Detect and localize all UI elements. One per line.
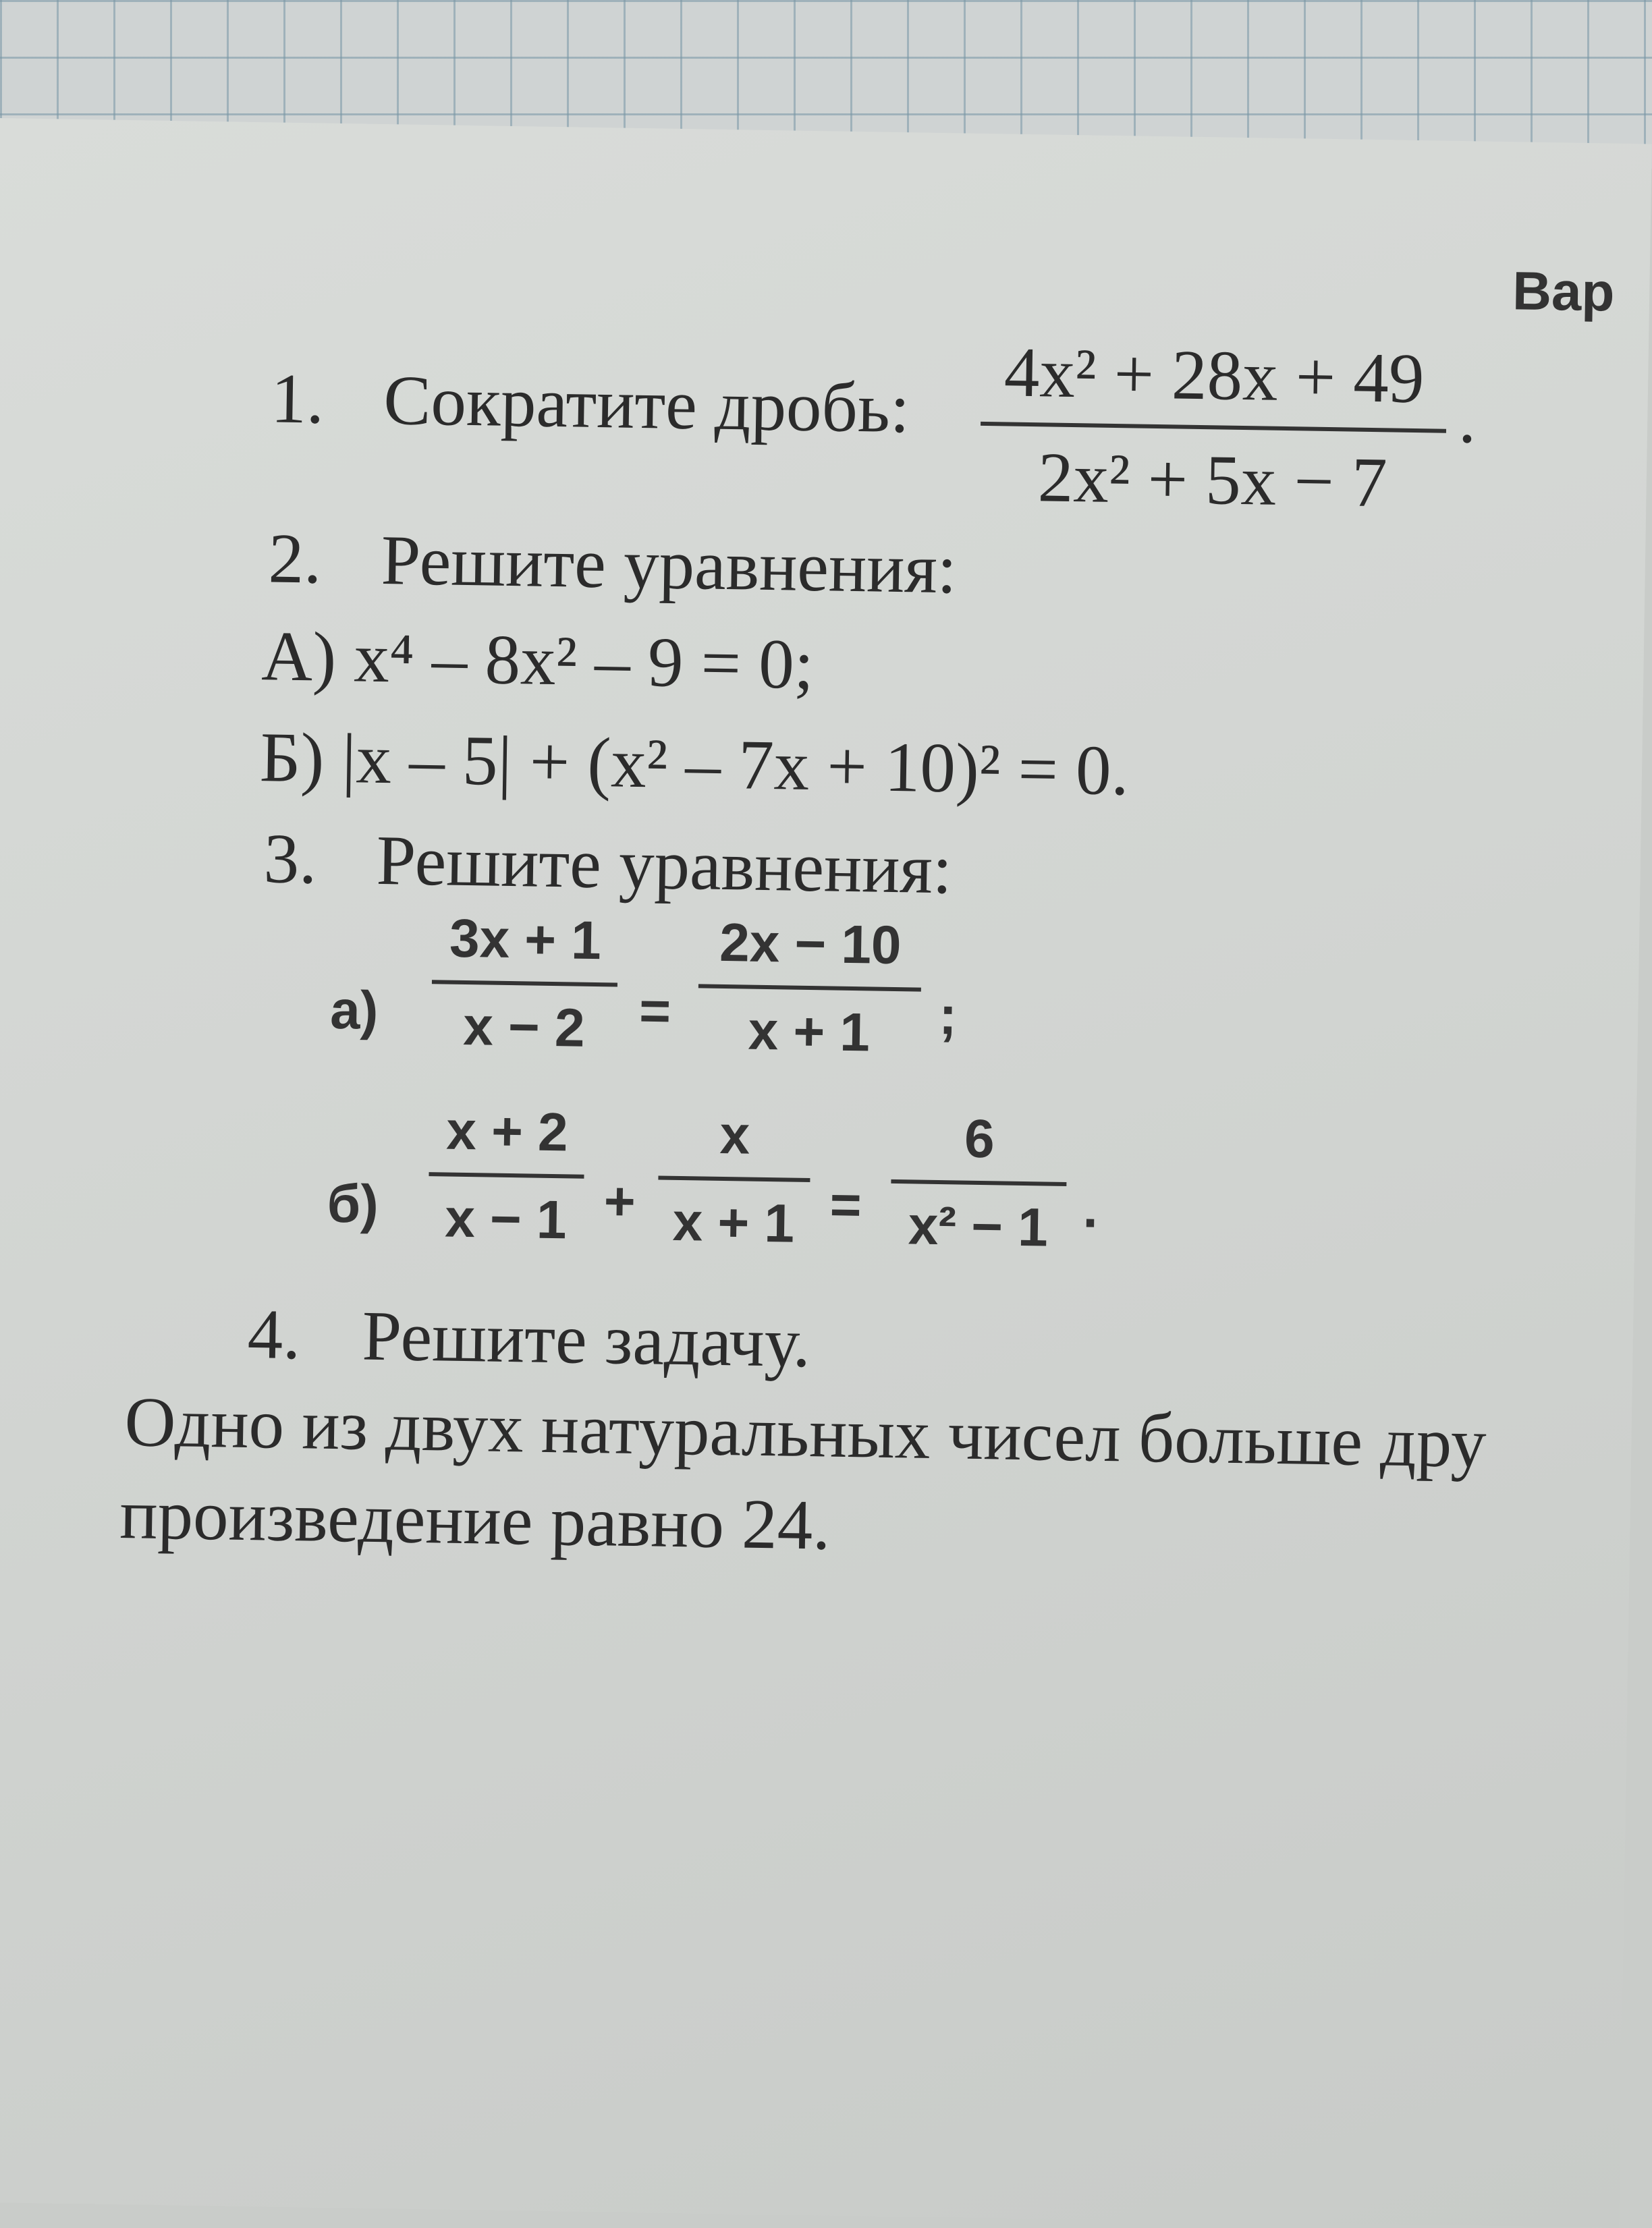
task4-number: 4. <box>246 1293 302 1374</box>
task1-text: Сократите дробь: <box>383 360 910 448</box>
task3a-fraction-2 <box>697 912 922 1063</box>
task3-number: 3. <box>263 818 318 899</box>
task1-numerator: 4x² + 28x + 49 <box>1003 332 1425 418</box>
fraction-bar <box>891 1179 1066 1186</box>
task2-number: 2. <box>267 518 323 598</box>
task3a-fraction-2-numerator: 2x − 10 <box>719 912 902 976</box>
semicolon: ; <box>938 985 958 1046</box>
task3b-fraction-1-denominator: x − 1 <box>444 1188 568 1250</box>
task1-period: . <box>1458 379 1477 458</box>
task3a-fraction-1 <box>431 908 618 1058</box>
equals-sign: = <box>638 980 671 1041</box>
task2-equation-b: Б) |x – 5| + (x² – 7x + 10)² = 0. <box>259 717 1130 810</box>
fraction-bar <box>658 1176 810 1183</box>
fraction-bar <box>429 1172 584 1179</box>
task3-text: Решите уравнения: <box>375 820 953 909</box>
task1-denominator: 2x² + 5x − 7 <box>1037 437 1388 522</box>
task4-text: Решите задачу. <box>361 1296 811 1383</box>
task3b-fraction-2-denominator: x + 1 <box>672 1191 795 1254</box>
task3b-fraction-2-numerator: x <box>719 1104 750 1165</box>
task2-equation-a: А) x⁴ – 8x² – 9 = 0; <box>260 616 815 704</box>
equals-sign: = <box>829 1174 862 1235</box>
task3b-fraction-1 <box>428 1100 585 1250</box>
task3a-label: а) <box>329 979 379 1040</box>
fraction-bar <box>432 980 617 986</box>
task3b-fraction-3-numerator: 6 <box>964 1108 995 1169</box>
plus-sign: + <box>603 1171 636 1231</box>
task1-fraction <box>979 332 1448 522</box>
task3b-fraction-1-numerator: x + 2 <box>445 1100 569 1163</box>
task3a-fraction-1-denominator: x − 2 <box>462 995 586 1058</box>
task4-line-1: Одно из двух натуральных чисел больше дру <box>123 1382 1487 1482</box>
fraction-bar <box>981 422 1446 433</box>
task3a-fraction-1-numerator: 3x + 1 <box>449 908 602 971</box>
task3b-label: б) <box>327 1173 379 1235</box>
fraction-bar <box>698 984 921 991</box>
task3b-fraction-2 <box>657 1104 811 1254</box>
worksheet-paper <box>0 118 1652 2228</box>
variant-label: Вар <box>1512 260 1616 323</box>
task3b-fraction-3 <box>890 1108 1068 1258</box>
task2-text: Решите уравнения: <box>380 520 958 609</box>
task3b-fraction-3-denominator: x² − 1 <box>908 1195 1049 1258</box>
task1-number: 1. <box>270 358 325 439</box>
task4-line-2: произведение равно 24. <box>119 1474 831 1565</box>
period: . <box>1082 1178 1099 1239</box>
task3a-fraction-2-denominator: x + 1 <box>748 1000 871 1063</box>
